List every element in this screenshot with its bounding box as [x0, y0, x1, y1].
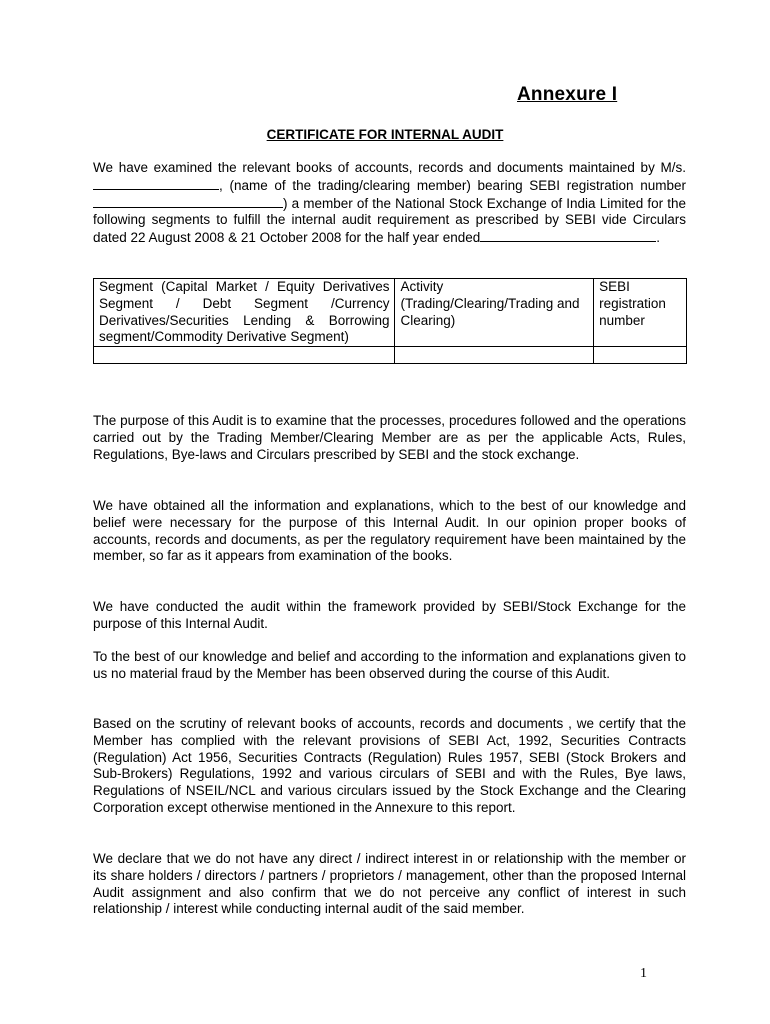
declaration-paragraph: We declare that we do not have any direct / indirect interest in or relationship with the member or its share holders / directors / partners / proprietors / management, other than the proposed Internal Audit assignment and also confirm that we do not perceive any conflict of interest in such relationship / interest while conducting internal audit of the said member.: [93, 851, 686, 917]
intro-paragraph: [93, 160, 686, 247]
intro-text-2: , (name of the trading/clearing member) bearing SEBI registration number: [219, 177, 686, 193]
half-year-date-blank: [480, 229, 656, 242]
certificate-title: CERTIFICATE FOR INTERNAL AUDIT: [266, 127, 504, 142]
sebi-registration-cell: [594, 347, 687, 364]
table-row: [94, 347, 687, 364]
segments-table: [93, 278, 687, 364]
fraud-paragraph: To the best of our knowledge and belief and according to the information and explanations given to us no material fraud by the Member has been observed during the course of this Audit.: [93, 649, 686, 681]
activity-header-cell: Activity (Trading/Clearing/Trading and Clearing): [395, 279, 594, 347]
segment-cell: [94, 347, 395, 364]
intro-text-3: ) a member of the National Stock Exchange of India Limited for the following segments to fulfill the internal audit requirement as prescribed by SEBI vide Circulars dated 22 August 2008 & 21 October 2008 for the half year ended: [93, 195, 686, 246]
table-header-row: [94, 279, 687, 347]
registration-number-blank: [93, 195, 283, 208]
compliance-paragraph: Based on the scrutiny of relevant books of accounts, records and documents , we certify that the Member has complied with the relevant provisions of SEBI Act, 1992, Securities Contracts (Regulation) Act 1956, Securities Contracts (Regulation) Rules 1957, SEBI (Stock Brokers and Sub-Brokers) Regulations, 1992 and various circulars of SEBI and with the Rules, Bye laws, Regulations of NSEIL/NCL and various circulars issued by the Stock Exchange and the Clearing Corporation except otherwise mentioned in the Annexure to this report.: [93, 716, 686, 815]
intro-text-4: .: [656, 230, 661, 246]
activity-cell: [395, 347, 594, 364]
framework-paragraph: We have conducted the audit within the framework provided by SEBI/Stock Exchange for the purpose of this Internal Audit.: [93, 599, 686, 631]
purpose-paragraph: The purpose of this Audit is to examine that the processes, procedures followed and the operations carried out by the Trading Member/Clearing Member are as per the applicable Acts, Rules, Regulations, Bye-laws and Circulars prescribed by SEBI and the stock exchange.: [93, 413, 686, 462]
intro-text-1: We have examined the relevant books of accounts, records and documents maintained by M/s.: [93, 160, 686, 175]
member-name-blank: [93, 177, 219, 190]
segment-header-cell: Segment (Capital Market / Equity Derivatives Segment / Debt Segment /Currency Derivatives/Securities Lending & Borrowing segment/Commodity Derivative Segment): [94, 279, 395, 347]
page-number: 1: [640, 966, 647, 981]
annexure-heading: Annexure I: [517, 84, 618, 105]
sebi-registration-header-cell: SEBI registration number: [594, 279, 687, 347]
information-paragraph: We have obtained all the information and explanations, which to the best of our knowledge and belief were necessary for the purpose of this Internal Audit. In our opinion proper books of accounts, records and documents, as per the regulatory requirement have been maintained by the member, so far as it appears from examination of the books.: [93, 498, 686, 564]
